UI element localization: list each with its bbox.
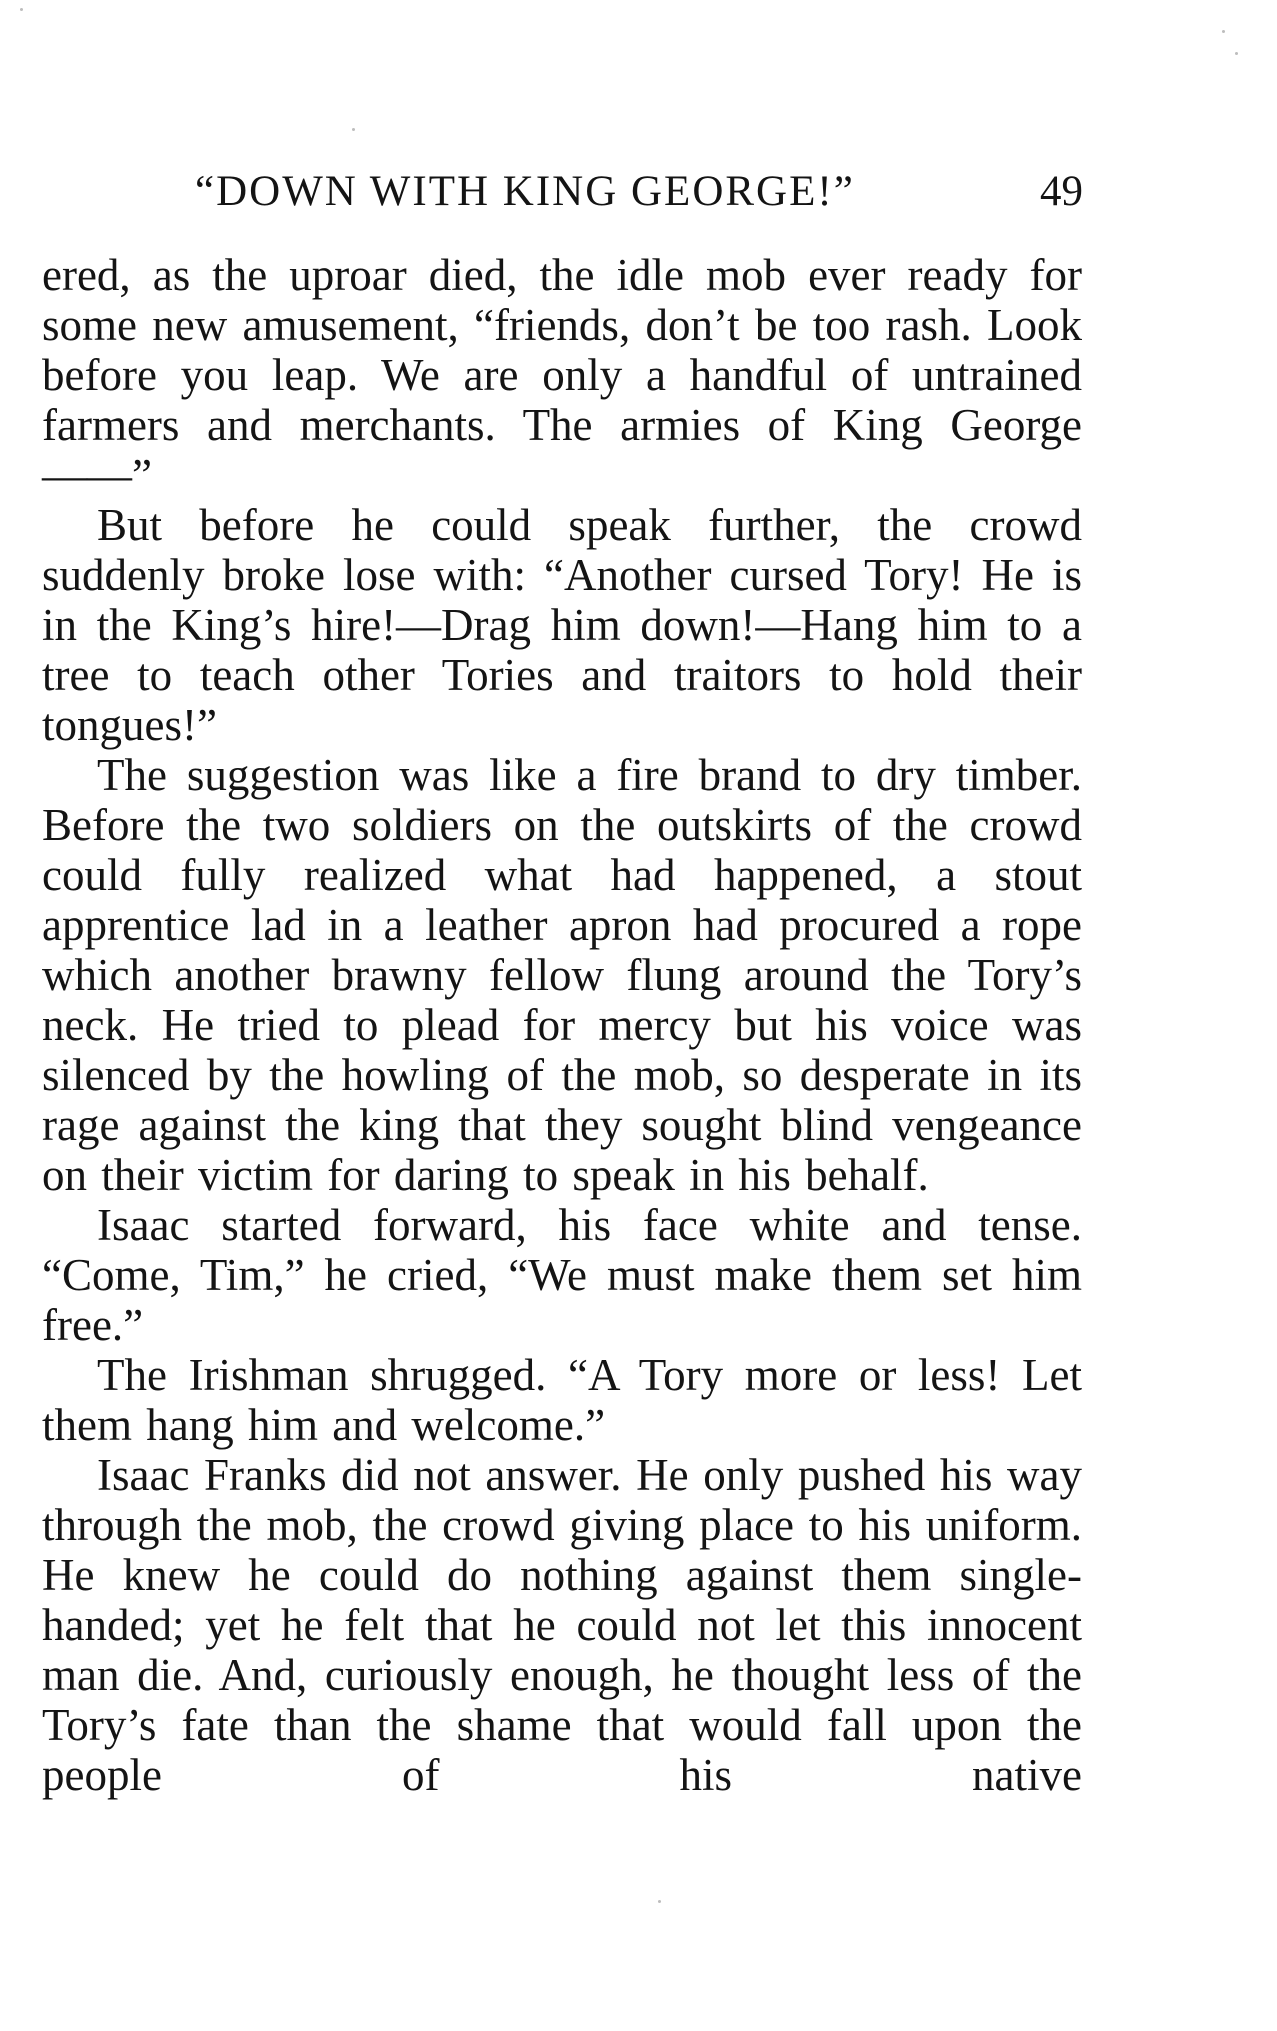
paper-speck <box>658 1900 661 1903</box>
paper-speck <box>1222 30 1225 33</box>
paragraph: The suggestion was like a fire brand to dry timber. Before the two soldiers on the outskirts of the crowd could fully realized what had happened, a stout apprentice lad in a leather apron had procured a rope which another brawny fellow flung around the Tory’s neck. He tried to plead for mercy but his voice was silenced by the howling of the mob, so desperate in its rage against the king that they sought blind vengeance on their victim for daring to speak in his behalf. <box>42 750 1082 1200</box>
paragraph: Isaac started forward, his face white and tense. “Come, Tim,” he cried, “We must make them set him free.” <box>42 1200 1082 1350</box>
paragraph: The Irishman shrugged. “A Tory more or less! Let them hang him and welcome.” <box>42 1350 1082 1450</box>
running-head <box>0 162 1277 222</box>
paper-speck <box>20 8 23 11</box>
paragraph: ered, as the uproar died, the idle mob ever ready for some new amusement, “friends, don’t be too rash. Look before you leap. We are only a handful of untrained farmers and merchants. The armies of King George——” <box>42 250 1082 500</box>
paper-speck <box>352 128 355 131</box>
paragraph: Isaac Franks did not answer. He only pushed his way through the mob, the crowd giving place to his uniform. He knew he could do nothing against them single-handed; yet he felt that he could not let this innocent man die. And, curiously enough, he thought less of the Tory’s fate than the shame that would fall upon the people of his native <box>42 1450 1082 1800</box>
body-text <box>42 250 1082 1800</box>
page-number: 49 <box>1040 168 1083 215</box>
running-title: “DOWN WITH KING GEORGE!” <box>195 168 855 215</box>
paper-speck <box>1235 52 1238 55</box>
paragraph: But before he could speak further, the crowd suddenly broke lose with: “Another cursed Tory! He is in the King’s hire!—Drag him down!—Hang him to a tree to teach other Tories and traitors to hold their tongues!” <box>42 500 1082 750</box>
